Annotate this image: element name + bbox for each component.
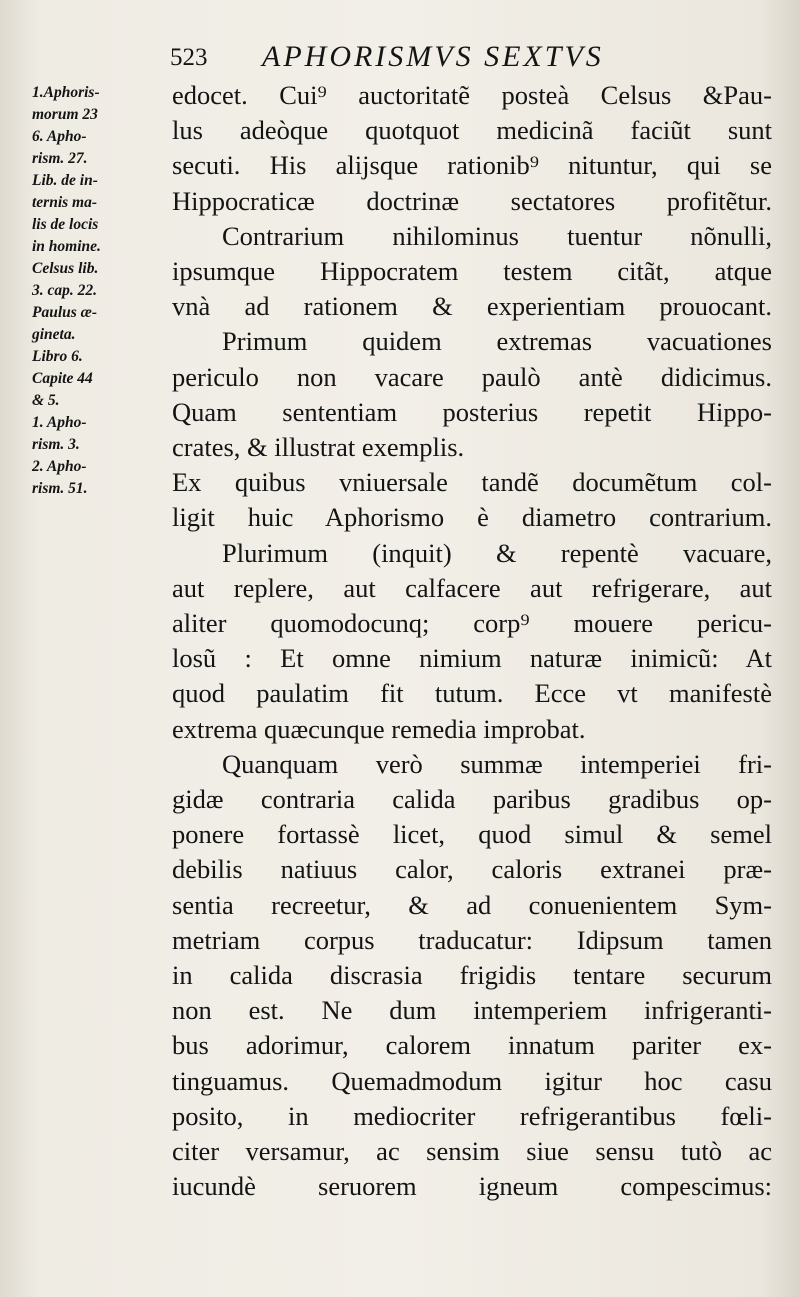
text-line: Contrarium nihilominus tuentur nõnulli, <box>222 220 772 251</box>
margin-note-line: Lib. de in- <box>32 172 98 189</box>
margin-note-line: Capite 44 <box>32 370 93 387</box>
text-line: bus adorimur, calorem innatum pariter ex- <box>172 1030 772 1061</box>
text-line: ipsumque Hippocratem testem citãt, atque <box>172 256 772 287</box>
margin-note-line: in homine. <box>32 238 101 255</box>
text-line: non est. Ne dum intemperiem infrigeranti- <box>172 995 772 1026</box>
margin-note-line: 1.Aphoris- <box>32 84 100 101</box>
text-line: losũ : Et omne nimium naturæ inimicũ: At <box>172 643 772 674</box>
text-line: Primum quidem extremas vacuationes <box>222 326 772 357</box>
text-line: debilis natiuus calor, caloris extranei præ- <box>172 854 772 885</box>
text-line: quod paulatim fit tutum. Ecce vt manifestè <box>172 678 772 709</box>
margin-note-line: Libro 6. <box>32 348 83 365</box>
text-line: Hippocraticæ doctrinæ sectatores profitẽtur. <box>172 185 772 216</box>
page-header <box>0 36 800 80</box>
text-line: Plurimum (inquit) & repentè vacuare, <box>222 537 772 568</box>
body-text <box>172 78 772 1205</box>
margin-note-line: lis de locis <box>32 216 99 233</box>
margin-note-line: Paulus æ- <box>32 304 98 321</box>
margin-notes <box>32 82 160 500</box>
text-line: Quam sententiam posterius repetit Hippo- <box>172 396 772 427</box>
text-line: extrema quæcunque remedia improbat. <box>172 713 586 744</box>
text-line: iucundè seruorem igneum compescimus: <box>172 1171 772 1202</box>
text-line: tinguamus. Quemadmodum igitur hoc casu <box>172 1065 772 1096</box>
text-line: crates, & illustrat exemplis. <box>172 432 465 463</box>
margin-note-line: rism. 27. <box>32 150 88 167</box>
text-line: posito, in mediocriter refrigerantibus fœli- <box>172 1100 772 1131</box>
text-line: Quanquam verò summæ intemperiei fri- <box>222 748 772 779</box>
running-head: APHORISMVS SEXTVS <box>262 40 604 73</box>
margin-note-line: gineta. <box>32 326 76 343</box>
page-number: 523 <box>170 44 208 71</box>
text-line: ligit huic Aphorismo è diametro contrarium. <box>172 502 772 533</box>
margin-note-line: morum 23 <box>32 106 98 123</box>
text-line: aut replere, aut calfacere aut refrigerare, aut <box>172 572 772 603</box>
text-line: Ex quibus vniuersale tandẽ documẽtum col- <box>172 467 772 498</box>
margin-note-line: ternis ma- <box>32 194 98 211</box>
text-line: in calida discrasia frigidis tentare securum <box>172 960 772 991</box>
text-line: secuti. His alijsque rationib⁹ nituntur, qui se <box>172 150 772 181</box>
margin-note-line: rism. 51. <box>32 480 88 497</box>
margin-note-line: rism. 3. <box>32 436 80 453</box>
margin-note-line: Celsus lib. <box>32 260 99 277</box>
text-line: aliter quomodocunq; corp⁹ mouere pericu- <box>172 608 772 639</box>
text-line: sentia recreetur, & ad conuenientem Sym- <box>172 889 772 920</box>
text-line: lus adeòque quotquot medicinã faciũt sunt <box>172 115 772 146</box>
text-line: citer versamur, ac sensim siue sensu tutò ac <box>172 1136 772 1167</box>
text-line: gidæ contraria calida paribus gradibus op- <box>172 784 772 815</box>
margin-note-line: 3. cap. 22. <box>32 282 98 299</box>
margin-note-line: 1. Apho- <box>32 414 87 431</box>
margin-note-line: 6. Apho- <box>32 128 87 145</box>
text-line: periculo non vacare paulò antè didicimus. <box>172 361 772 392</box>
margin-note-line: 2. Apho- <box>32 458 87 475</box>
margin-note-line: & 5. <box>32 392 60 409</box>
text-line: edocet. Cui⁹ auctoritatẽ posteà Celsus &Pau- <box>172 80 772 110</box>
text-line: metriam corpus traducatur: Idipsum tamen <box>172 924 772 955</box>
text-line: vnà ad rationem & experientiam prouocant. <box>172 291 772 322</box>
text-line: ponere fortassè licet, quod simul & semel <box>172 819 772 850</box>
